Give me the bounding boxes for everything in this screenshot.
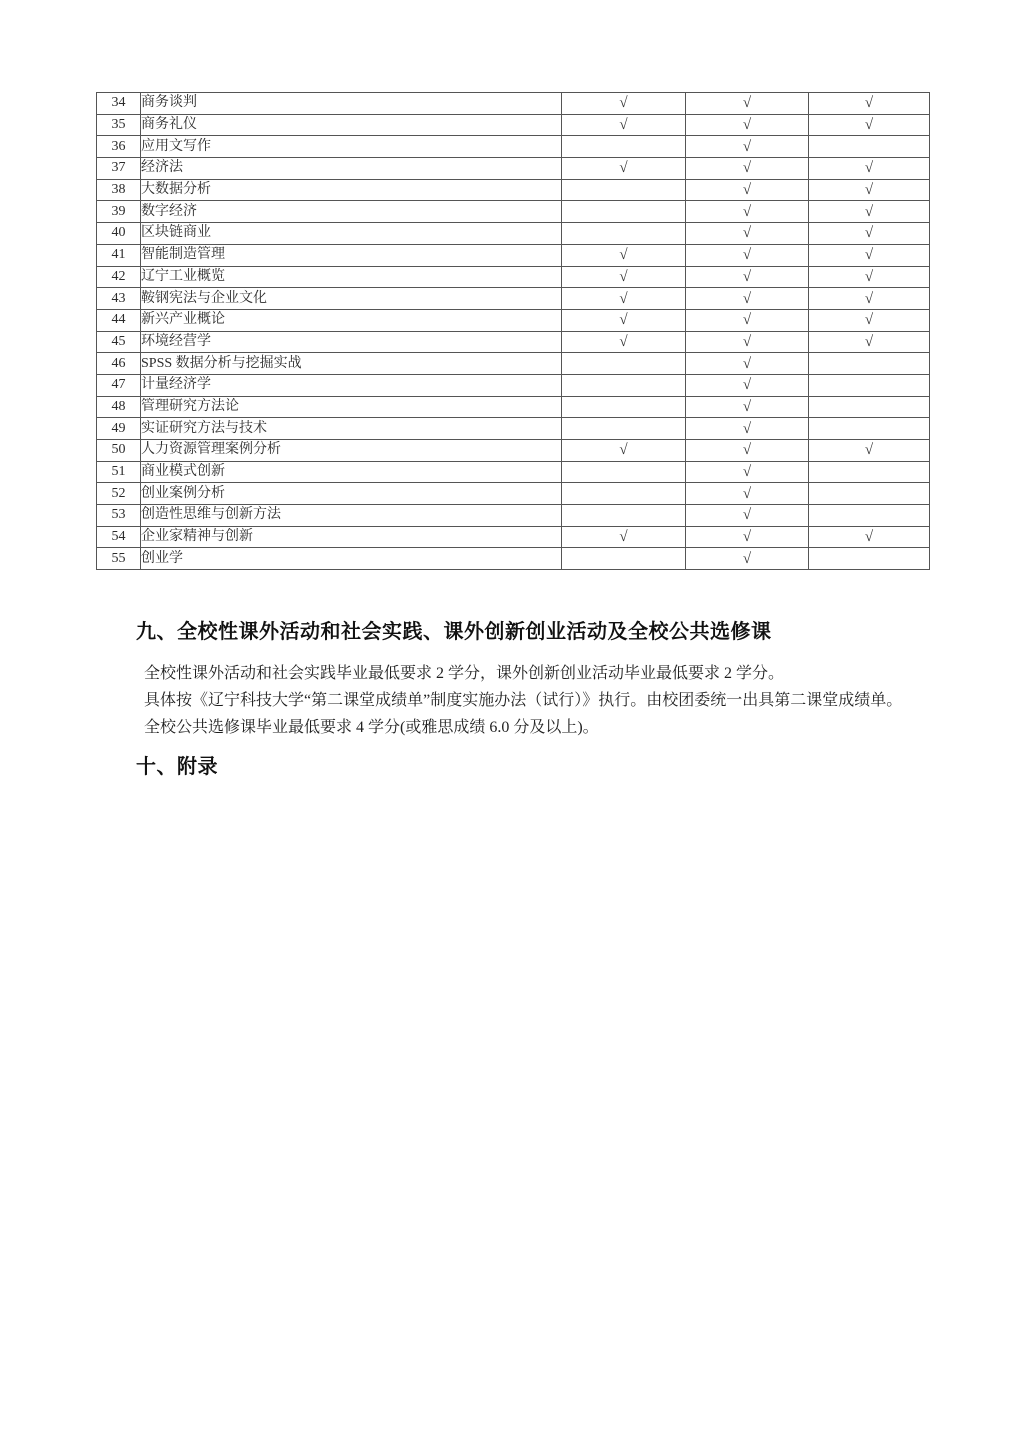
check-cell: √ [686,418,809,440]
section-9-heading: 九、全校性课外活动和社会实践、课外创新创业活动及全校公共选修课 [136,621,772,643]
section-9-paragraph-1: 全校性课外活动和社会实践毕业最低要求 2 学分，课外创新创业活动毕业最低要求 2 学分。 [144,665,785,682]
check-cell: √ [562,526,686,548]
check-cell: √ [686,266,809,288]
row-number-cell: 43 [97,288,141,310]
check-cell: √ [809,223,930,245]
check-cell: √ [686,396,809,418]
course-name-cell: 区块链商业 [141,223,562,245]
check-cell [809,483,930,505]
check-cell: √ [562,331,686,353]
course-name-cell: 创业学 [141,548,562,570]
row-number-cell: 34 [97,93,141,115]
check-cell [562,483,686,505]
table-row [97,158,930,180]
row-number-cell: 50 [97,440,141,462]
check-cell: √ [809,309,930,331]
check-cell: √ [686,158,809,180]
course-name-cell: SPSS 数据分析与挖掘实战 [141,353,562,375]
check-cell: √ [562,244,686,266]
course-name-cell: 人力资源管理案例分析 [141,440,562,462]
check-cell [562,223,686,245]
row-number-cell: 47 [97,374,141,396]
check-cell: √ [562,309,686,331]
course-name-cell: 鞍钢宪法与企业文化 [141,288,562,310]
check-cell [562,548,686,570]
course-name-cell: 智能制造管理 [141,244,562,266]
course-table [96,92,930,570]
course-name-cell: 管理研究方法论 [141,396,562,418]
row-number-cell: 54 [97,526,141,548]
check-cell: √ [686,526,809,548]
check-cell [809,136,930,158]
table-row [97,136,930,158]
check-cell: √ [686,223,809,245]
course-name-cell: 大数据分析 [141,179,562,201]
check-cell: √ [686,461,809,483]
check-cell: √ [809,93,930,115]
row-number-cell: 41 [97,244,141,266]
check-cell: √ [562,93,686,115]
check-cell: √ [686,331,809,353]
check-cell: √ [686,93,809,115]
table-row [97,331,930,353]
row-number-cell: 46 [97,353,141,375]
row-number-cell: 49 [97,418,141,440]
check-cell: √ [686,114,809,136]
check-cell [562,353,686,375]
check-cell [562,418,686,440]
check-cell: √ [809,244,930,266]
course-name-cell: 实证研究方法与技术 [141,418,562,440]
row-number-cell: 45 [97,331,141,353]
section-9-paragraph-3: 全校公共选修课毕业最低要求 4 学分(或雅思成绩 6.0 分及以上)。 [144,719,599,736]
course-name-cell: 商务谈判 [141,93,562,115]
table-row [97,505,930,527]
course-table-body [97,93,930,570]
check-cell [809,374,930,396]
check-cell: √ [809,288,930,310]
course-name-cell: 新兴产业概论 [141,309,562,331]
check-cell: √ [809,331,930,353]
check-cell: √ [809,114,930,136]
row-number-cell: 42 [97,266,141,288]
check-cell: √ [809,179,930,201]
row-number-cell: 40 [97,223,141,245]
course-name-cell: 环境经营学 [141,331,562,353]
row-number-cell: 36 [97,136,141,158]
check-cell: √ [686,201,809,223]
course-name-cell: 商业模式创新 [141,461,562,483]
table-row [97,396,930,418]
check-cell: √ [562,158,686,180]
course-name-cell: 应用文写作 [141,136,562,158]
check-cell: √ [562,266,686,288]
course-name-cell: 创造性思维与创新方法 [141,505,562,527]
check-cell [809,418,930,440]
row-number-cell: 52 [97,483,141,505]
check-cell: √ [809,158,930,180]
check-cell: √ [562,114,686,136]
row-number-cell: 37 [97,158,141,180]
table-row [97,309,930,331]
check-cell [562,201,686,223]
check-cell [809,505,930,527]
row-number-cell: 35 [97,114,141,136]
table-row [97,548,930,570]
table-row [97,93,930,115]
table-row [97,418,930,440]
check-cell [562,396,686,418]
table-row [97,374,930,396]
check-cell [809,396,930,418]
table-row [97,201,930,223]
row-number-cell: 39 [97,201,141,223]
check-cell: √ [809,440,930,462]
check-cell [562,374,686,396]
check-cell: √ [686,483,809,505]
check-cell [562,505,686,527]
table-row [97,483,930,505]
check-cell [809,353,930,375]
table-row [97,353,930,375]
course-name-cell: 计量经济学 [141,374,562,396]
table-row [97,114,930,136]
table-row [97,288,930,310]
check-cell: √ [809,266,930,288]
check-cell: √ [686,136,809,158]
check-cell: √ [686,244,809,266]
row-number-cell: 38 [97,179,141,201]
section-9-paragraph-2: 具体按《辽宁科技大学“第二课堂成绩单”制度实施办法（试行）》执行。由校团委统一出具第二课堂成绩单。 [144,692,903,709]
check-cell: √ [809,201,930,223]
row-number-cell: 48 [97,396,141,418]
table-row [97,461,930,483]
table-row [97,223,930,245]
check-cell [809,548,930,570]
check-cell [562,179,686,201]
check-cell: √ [686,505,809,527]
section-10-heading: 十、附录 [136,756,218,778]
check-cell: √ [562,440,686,462]
course-name-cell: 经济法 [141,158,562,180]
check-cell: √ [686,288,809,310]
course-name-cell: 创业案例分析 [141,483,562,505]
check-cell [562,461,686,483]
course-name-cell: 商务礼仪 [141,114,562,136]
row-number-cell: 44 [97,309,141,331]
check-cell: √ [562,288,686,310]
table-row [97,179,930,201]
table-row [97,440,930,462]
row-number-cell: 53 [97,505,141,527]
check-cell: √ [686,179,809,201]
row-number-cell: 55 [97,548,141,570]
check-cell: √ [809,526,930,548]
check-cell: √ [686,353,809,375]
table-row [97,244,930,266]
check-cell [809,461,930,483]
check-cell: √ [686,548,809,570]
course-name-cell: 数字经济 [141,201,562,223]
course-name-cell: 辽宁工业概览 [141,266,562,288]
table-row [97,526,930,548]
row-number-cell: 51 [97,461,141,483]
check-cell [562,136,686,158]
text-block [96,618,932,781]
check-cell: √ [686,309,809,331]
table-row [97,266,930,288]
check-cell: √ [686,440,809,462]
check-cell: √ [686,374,809,396]
course-name-cell: 企业家精神与创新 [141,526,562,548]
